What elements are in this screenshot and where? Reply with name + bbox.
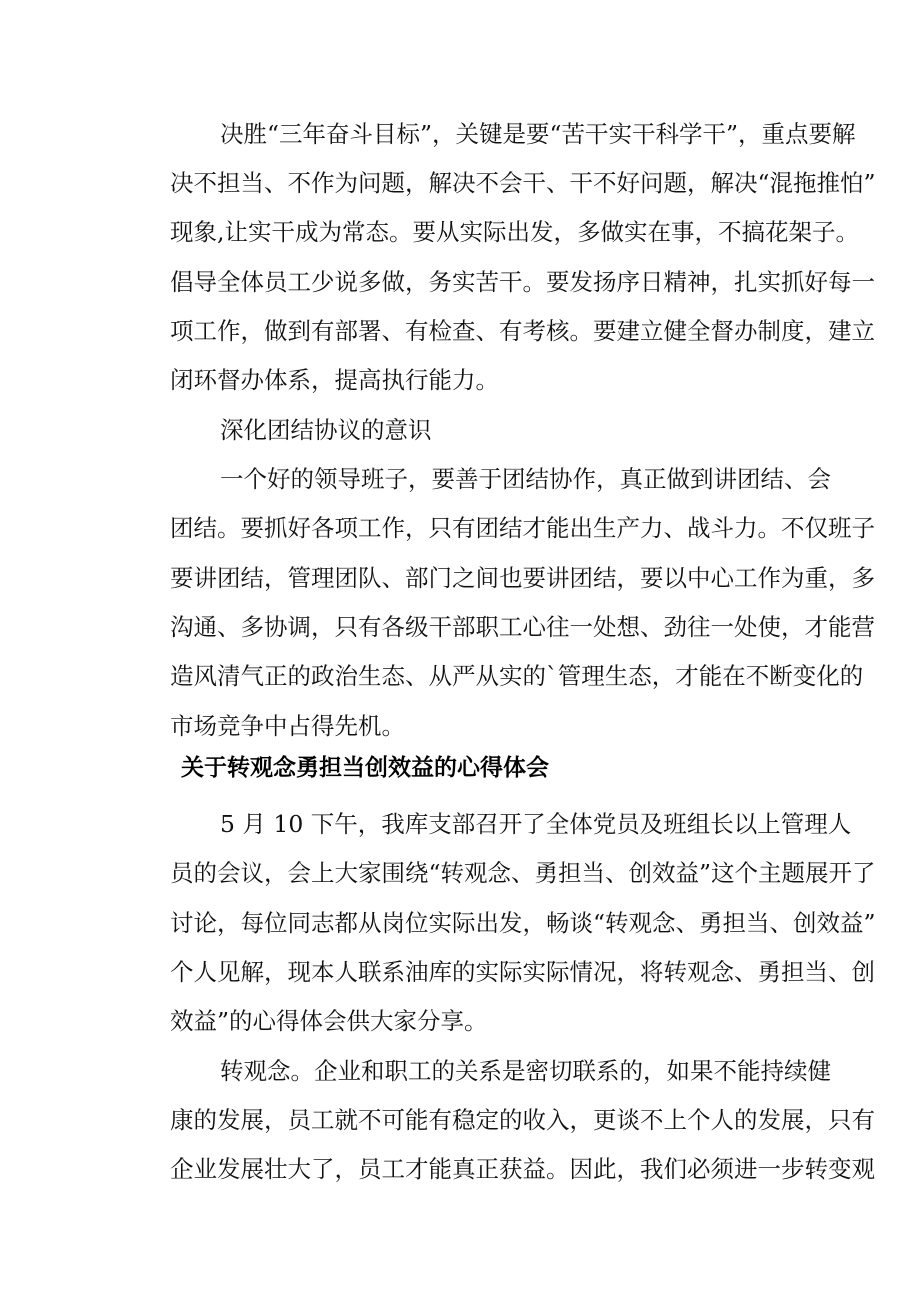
paragraph-line: 现象,让实干成为常态。要从实际出发，多做实在事，不搞花架子。 xyxy=(170,218,859,246)
paragraph-line: 5 月 10 下午，我库支部召开了全体党员及班组长以上管理人 xyxy=(220,810,852,838)
article-title: 关于转观念勇担当创效益的心得体会 xyxy=(181,755,549,781)
paragraph-line: 沟通、多协调，只有各级干部职工心往一处想、劲往一处使，才能营 xyxy=(170,613,875,641)
paragraph-line: 个人见解，现本人联系油库的实际实际情况，将转观念、勇担当、创 xyxy=(170,958,875,986)
paragraph-line: 效益”的心得体会供大家分享。 xyxy=(170,1007,488,1035)
paragraph-line: 市场竞争中占得先机。 xyxy=(170,712,405,740)
paragraph-line: 团结。要抓好各项工作，只有团结才能出生产力、战斗力。不仅班子 xyxy=(170,514,875,542)
paragraph-line: 决胜“三年奋斗目标”，关键是要“苦干实干科学干”，重点要解 xyxy=(220,120,856,148)
paragraph-line: 讨论，每位同志都从岗位实际出发，畅谈“转观念、勇担当、创效益” xyxy=(170,909,876,937)
paragraph-line: 决不担当、不作为问题，解决不会干、干不好问题，解决“混拖推怕” xyxy=(170,169,876,197)
paragraph-line: 要讲团结，管理团队、部门之间也要讲团结，要以中心工作为重，多 xyxy=(170,564,875,592)
paragraph-line: 项工作，做到有部署、有检查、有考核。要建立健全督办制度，建立 xyxy=(170,317,875,345)
paragraph-line: 转观念。企业和职工的关系是密切联系的，如果不能持续健 xyxy=(220,1057,831,1085)
paragraph-line: 企业发展壮大了，员工才能真正获益。因此，我们必须进一步转变观 xyxy=(170,1155,875,1183)
paragraph-line: 倡导全体员工少说多做，务实苦干。要发扬序日精神，扎实抓好每一 xyxy=(170,268,875,296)
paragraph-line: 造风清气正的政治生态、从严从实的`管理生态，才能在不断变化的 xyxy=(170,662,864,690)
paragraph-line: 一个好的领导班子，要善于团结协作，真正做到讲团结、会 xyxy=(220,465,831,493)
paragraph-line: 康的发展，员工就不可能有稳定的收入，更谈不上个人的发展，只有 xyxy=(170,1106,875,1134)
section-subheading: 深化团结协议的意识 xyxy=(220,416,432,444)
paragraph-line: 员的会议，会上大家围绕“转观念、勇担当、创效益”这个主题展开了 xyxy=(170,859,876,887)
paragraph-line: 闭环督办体系，提高执行能力。 xyxy=(170,366,499,394)
